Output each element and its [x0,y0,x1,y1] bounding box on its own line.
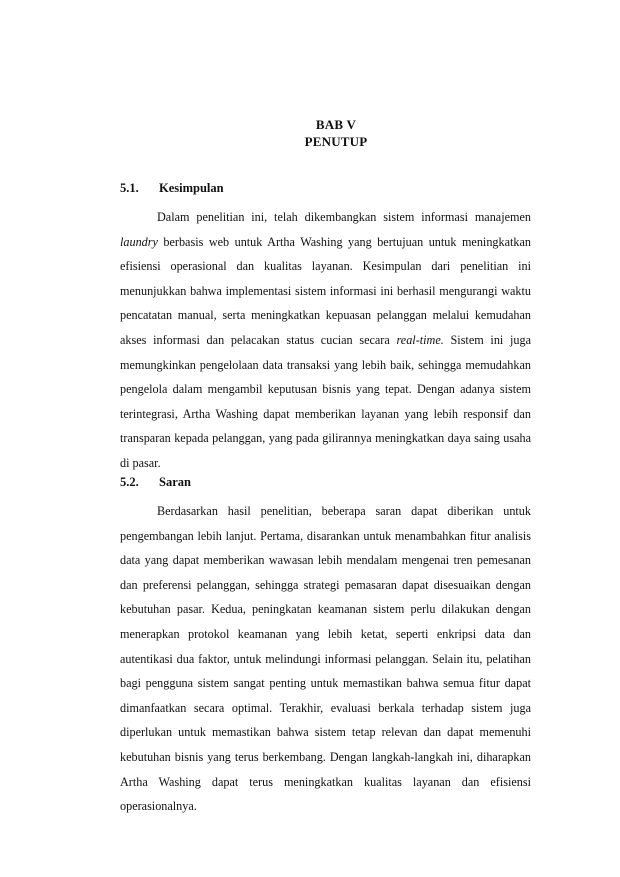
paragraph-kesimpulan [120,205,531,476]
paragraph-text: Sistem ini juga memungkinkan pengelolaan data transaksi yang lebih baik, sehingga memudahkan pengelola dalam mengambil keputusan bisnis yang tepat. Dengan adanya sistem terintegrasi, Artha Washing dapat memberikan layanan yang lebih responsif dan transparan kepada pelanggan, yang pada gilirannya meningkatkan daya saing usaha di pasar. [120,332,532,470]
section-number: 5.1. [120,181,139,195]
paragraph-text: berbasis web untuk Artha Washing yang bertujuan untuk meningkatkan efisiensi operasional dan kualitas layanan. Kesimpulan dari penelitian ini menunjukkan bahwa implementasi sistem informasi ini berhasil mengurangi waktu pencatatan manual, serta meningkatkan kepuasan pelanggan melalui kemudahan akses informasi dan pelacakan status cucian secara [120,234,531,347]
section-title: Kesimpulan [159,181,224,195]
section-heading-kesimpulan [120,181,224,196]
section-number: 5.2. [120,475,139,489]
paragraph-saran [120,499,531,819]
chapter-number: BAB V [315,117,357,132]
chapter-title: PENUTUP [304,134,368,149]
italic-term-laundry: laundry [120,234,158,249]
section-heading-saran [120,475,191,490]
paragraph-text: Dalam penelitian ini, telah dikembangkan sistem informasi manajemen [157,210,531,224]
chapter-heading [0,116,620,150]
section-title: Saran [159,475,191,489]
paragraph-text: Berdasarkan hasil penelitian, beberapa saran dapat diberikan untuk pengembangan lebih lanjut. Pertama, disarankan untuk menambahkan fitur analisis data yang dapat memberikan wawasan lebih mendalam mengenai tren pemesanan dan preferensi pelanggan, sehingga strategi pemasaran dapat disesuaikan dengan kebutuhan pasar. Kedua, peningkatan keamanan sistem perlu dilakukan dengan menerapkan protokol keamanan yang lebih ketat, seperti enkripsi data dan autentikasi dua faktor, untuk melindungi informasi pelanggan. Selain itu, pelatihan bagi pengguna sistem sangat penting untuk memastikan bahwa semua fitur dapat dimanfaatkan secara optimal. Terakhir, evaluasi berkala terhadap sistem juga diperlukan untuk memastikan bahwa sistem tetap relevan dan dapat memenuhi kebutuhan bisnis yang terus berkembang. Dengan langkah-langkah ini, diharapkan Artha Washing dapat terus meningkatkan kualitas layanan dan efisiensi operasionalnya. [120,504,531,814]
italic-term-real-time: real-time. [396,332,444,347]
